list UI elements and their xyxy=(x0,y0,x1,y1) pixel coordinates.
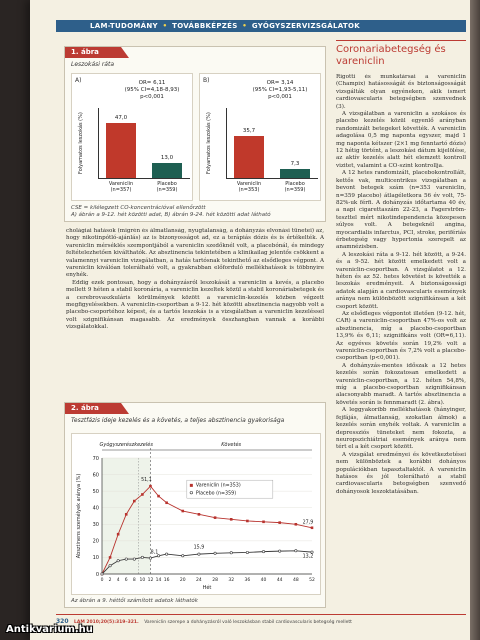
series-0-point xyxy=(125,513,128,516)
x-tick-label: 32 xyxy=(228,578,235,583)
figure-2-line-chart xyxy=(72,434,322,596)
y-axis-label: Absztinens személyek aránya (%) xyxy=(76,473,82,559)
x-axis-label: Hét xyxy=(202,585,212,591)
panel-b-cat-1: Vareniclin (n=353) xyxy=(236,181,262,193)
x-tick-label: 16 xyxy=(163,578,170,583)
series-1-point xyxy=(311,551,313,553)
figure-2-title: Tesztfázis ideje kezelés és a követés, a teljes absztinencia gyakorisága xyxy=(71,417,285,424)
data-annotation: 27,9 xyxy=(302,520,314,526)
series-1-point xyxy=(125,558,127,560)
data-annotation: 51,1 xyxy=(141,478,152,484)
section-title: Coronariabetegség és vareniclin xyxy=(336,44,446,67)
left-column-text xyxy=(66,228,324,396)
panel-b-y-axis xyxy=(226,108,227,178)
x-tick-label: 28 xyxy=(212,578,218,583)
right-column-text xyxy=(336,74,466,610)
figure-1-note-1: CSE = kilélegzett CO-koncentrációval ellenőrzött xyxy=(71,205,206,211)
panel-a-bar-placebo xyxy=(152,163,182,178)
x-tick-label: 44 xyxy=(276,578,283,583)
section-rule xyxy=(336,40,466,41)
series-1-point xyxy=(133,558,135,560)
series-1-point xyxy=(278,550,280,552)
data-annotation: 8,1 xyxy=(150,550,159,556)
panel-a-cat-2: Placebo (n=359) xyxy=(156,181,178,193)
right-paragraph-1: Rigotti és munkatársai a vareniclin (Champix) hatásosságát és biztonságosságát vizsgálták olyan egyéneken, akik ismert cardiovascularis betegségben szenvednek (3). xyxy=(336,74,466,110)
header-bullet-icon: • xyxy=(242,22,248,30)
panel-b-ylabel: Folyamatos leszokás (%) xyxy=(206,112,212,174)
series-1-point xyxy=(230,552,232,554)
right-paragraph-3: A 12 hetes randomizált, placebokontrollált, kettős vak, multicentrikus vizsgálatban a bevont betegek szám (n=353 vareniclin, n=359 placebo) átlagéletkora 56 év volt, 75-82%-uk férfi. A dohányzás időtartama 40 év, a napi cigarettaszám 22-23, a Fagerström-teszttel mért nikotindependencia közepesen súlyos volt. A betegeknél angina, myocardialis infarctus, PCI, stroke, perifériás érbetegség vagy hypertonia szerepelt az anamnézisben. xyxy=(336,170,466,251)
panel-a-y-axis xyxy=(98,108,99,178)
series-0-point xyxy=(278,521,281,524)
x-tick-label: 36 xyxy=(244,578,251,583)
x-tick-label: 48 xyxy=(292,578,299,583)
series-1-point xyxy=(262,550,264,552)
series-0-point xyxy=(117,533,120,536)
panel-a-x-axis xyxy=(98,178,190,179)
series-0-point xyxy=(133,500,136,503)
panel-b-letter: B) xyxy=(203,77,210,84)
series-1-point xyxy=(109,565,111,567)
y-tick-label: 60 xyxy=(92,472,99,479)
x-tick-label: 20 xyxy=(179,578,186,583)
x-tick-label: 10 xyxy=(139,578,146,583)
footer-rule xyxy=(56,614,466,615)
series-0-point xyxy=(295,523,298,526)
panel-b-x-axis xyxy=(226,178,318,179)
panel-a-bar2-label: 13,0 xyxy=(160,154,174,161)
series-0-point xyxy=(262,521,265,524)
panel-b-bar-vareniclin xyxy=(234,136,264,178)
series-1-point xyxy=(117,560,119,562)
series-1-point xyxy=(182,555,184,557)
footer xyxy=(56,616,466,628)
figure-1-tag: 1. ábra xyxy=(65,47,121,58)
panel-b-bar2-label: 7,3 xyxy=(290,161,300,168)
series-1-point xyxy=(101,573,103,575)
footer-journal: LAM 2010;20(5):319–321. xyxy=(73,620,139,625)
left-paragraph-2: Eddig ezek pontosan, hogy a dohányzásról leszokását a vareniclin a kevés, a placebo mellett 9 héten a stabil koronária, a vareniclin kezeltek közül a stabil koronáriabetegek és a cerebrovaszkuláris körülmények között a vareniclin-kezelés közben végzett megfigyelésekben. A vareniclin-csoportban a 9-12. hét közötti absztinencia nagyobb volt a placebo-csoportéhoz képest, és a tartós leszokás is a vizsgálatban a vareniclin kezeléssel volt szignifikánsan magasabb. Az eredmények összhangban vannak a korábbi vizsgálatokkal. xyxy=(66,279,324,331)
y-tick-label: 10 xyxy=(92,555,99,562)
series-0-point xyxy=(141,493,144,496)
x-tick-label: 4 xyxy=(116,578,120,583)
series-1-point xyxy=(141,556,143,558)
series-0-point xyxy=(157,495,160,498)
panel-b-bar1-label: 35,7 xyxy=(242,128,256,135)
x-tick-label: 52 xyxy=(309,578,315,583)
legend-marker-vareniclin xyxy=(190,484,193,487)
series-1-point xyxy=(214,552,216,554)
panel-a-cat-1: Vareniclin (n=357) xyxy=(108,181,134,193)
series-1-point xyxy=(165,553,167,555)
page-number: 320 xyxy=(56,618,69,625)
right-paragraph-2: A vizsgálatban a vareniclin a szokásos és placebo kezelés közül egyenlő arányban randomizált betegeket követték. A vareniclin adagolása 0,5 mg naponta egyszer, majd 1 mg naponta kétszer (2×1 mg fenntartó dózis) 12 hétig történt, a leszokási dátum kijelölése, az aktív kezelés alatt hét elemzett kontroll vizitet, valamint a CO-szint kontrollja. xyxy=(336,111,466,169)
y-tick-label: 70 xyxy=(92,455,99,462)
legend-marker-placebo xyxy=(190,491,193,494)
series-1-point xyxy=(295,550,297,552)
figure-2-note: Az ábrán a 9. héttől számított adatok láthatók xyxy=(71,598,198,604)
footer-text: Vareniclin szerepe a dohányzásról való leszokásban stabil cardiovascularis betegség mellett xyxy=(144,620,352,625)
x-tick-label: 24 xyxy=(196,578,202,583)
right-paragraph-4: A leszokási ráta a 9-12. hét között, a 9-24. és a 9-52. hét között emelkedett volt a vareniclin-csoportban. A vizsgálatot a 12. héten és az 52. hetes követést is követték a leszokás eredményeit. A biztonságossági adatok alapján a cardiovascularis események aránya nem különbözött szignifikánsan a két csoport között. xyxy=(336,251,466,310)
series-1-point xyxy=(149,557,151,559)
series-0-point xyxy=(181,510,184,513)
series-0-point xyxy=(246,520,249,523)
panel-a-stat: OR= 6,11 (95% CI=4,18-8,93) p<0,001 xyxy=(124,80,180,100)
series-0-point xyxy=(149,485,152,488)
legend-label-placebo: Placebo (n=359) xyxy=(195,491,237,497)
panel-b-cat-2: Placebo (n=359) xyxy=(284,181,306,193)
figure-1-title: Leszokási ráta xyxy=(71,61,115,68)
series-0-point xyxy=(230,518,233,521)
right-paragraph-8: A vizsgálat eredményei és következtetései nem különböztek a korábbi dohányos populációkban tapasztaltaktól. A vareniclin hatásos és jól tolerálható a stabil cardiovascularis betegségben szenvedő dohányosok leszoktatásában. xyxy=(336,451,466,495)
header-bar xyxy=(56,20,466,32)
data-annotation: 15,9 xyxy=(193,545,205,551)
y-tick-label: 50 xyxy=(92,488,99,495)
page-edge xyxy=(470,0,480,640)
figure-1-panel-b xyxy=(199,73,321,201)
series-1-point xyxy=(198,553,200,555)
right-paragraph-5: Az elsődleges végpontot illetően (9-12. hét, CAR) a vareniclin-csoportban 47%-os volt az absztinencia, míg a placebo-csoportban 13,9% és 6,11; szignifikáns volt (OR=6,11). Az egyéves követés során 19,2% volt a vareniclin-csoportban és 7,2% volt a placebo-csoportban (p<0,001). xyxy=(336,311,466,362)
panel-b-bar-placebo xyxy=(280,169,310,178)
x-tick-label: 6 xyxy=(124,578,128,583)
header-bullet-icon: • xyxy=(162,22,168,30)
phase-1-label: Gyógyszerészkezelés xyxy=(99,442,153,448)
x-tick-label: 14 xyxy=(155,578,162,583)
series-0-point xyxy=(165,501,168,504)
y-tick-label: 40 xyxy=(92,505,99,512)
watermark-logo: Antikvarium.hu xyxy=(6,624,93,635)
figure-2 xyxy=(64,402,326,608)
x-tick-label: 2 xyxy=(108,578,112,583)
header-section-3: GYÓGYSZERVIZSGÁLATOK xyxy=(251,22,360,30)
y-tick-label: 20 xyxy=(92,538,99,545)
y-tick-label: 30 xyxy=(92,522,99,529)
figure-1-note-2: A) ábrán a 9-12. hét közötti adat, B) ábrán 9-24. hét közötti adat látható xyxy=(71,212,271,218)
x-tick-label: 40 xyxy=(260,578,267,583)
figure-1 xyxy=(64,46,326,222)
figure-1-panel-a xyxy=(71,73,193,201)
right-paragraph-6: A dohányzás-mentes időszak a 12 hetes kezelés során fokozatosan emelkedett a vareniclin-csoportban, a 12. héten 54,8%, míg a placebo-csoportban szignifikánsan alacsonyabb maradt. A tartós absztinencia a követés során is fennmaradt (2. ábra). xyxy=(336,362,466,406)
series-0-point xyxy=(311,526,314,529)
x-tick-label: 8 xyxy=(132,578,136,583)
panel-b-stat: OR= 3,14 (95% CI=1,93-5,11) p<0,001 xyxy=(252,80,308,100)
x-tick-label: 12 xyxy=(147,578,154,583)
panel-a-bar1-label: 47,0 xyxy=(114,115,128,122)
legend-label-vareniclin: Vareniclin (n=353) xyxy=(195,483,241,489)
header-section-1: LAM-TUDOMÁNY xyxy=(90,22,158,30)
figure-2-tag: 2. ábra xyxy=(65,403,121,414)
panel-a-bar-vareniclin xyxy=(106,123,136,178)
phase-2-label: Követés xyxy=(221,442,242,448)
series-0-point xyxy=(214,516,217,519)
header-section-2: TOVÁBBKÉPZÉS xyxy=(172,22,238,30)
y-tick-label: 0 xyxy=(95,571,99,578)
series-0-point xyxy=(198,513,201,516)
right-paragraph-7: A leggyakoribb mellékhatások (hányinger, fejfájás, álmatlanság, szokatlan álmok) a kezelés során enyhék voltak. A vareniclin a depressziós tüneteket nem fokozta, a neuropszichiátriai események aránya nem tért el a két csoport között. xyxy=(336,407,466,451)
x-tick-label: 0 xyxy=(100,578,104,583)
left-paragraph-1: cholágiai hatások (migrén és álmatlanság, nyugtalanság, a dohányzás elvonási tünetei) az, hogy nikotinpótló-ajánlás) az is bizonyosságot ad, ez a terápiás dózis és is értékelték. A vareniclin mérséklés szempontjából a vareniclin szedőknél volt, a placebónál, és mindegy feltételezhetően kiválthatók. Az absztinencia tekintetében a klinikailag jelentős csökkent a valamennyi vareniclin vizsgálatban, a hatás tartósnak tekinthető az elsődleges végpont. A vareniclin kiválóan tolerálható volt, a gyakrabban előforduló mellékhatások is többnyire enyhék. xyxy=(66,228,324,279)
panel-a-ylabel: Folyamatos leszokás (%) xyxy=(78,112,84,174)
data-annotation: 13,2 xyxy=(302,554,314,560)
panel-a-letter: A) xyxy=(75,77,82,84)
series-0-point xyxy=(109,556,112,559)
series-1-point xyxy=(246,551,248,553)
figure-2-plot-area xyxy=(71,433,321,595)
